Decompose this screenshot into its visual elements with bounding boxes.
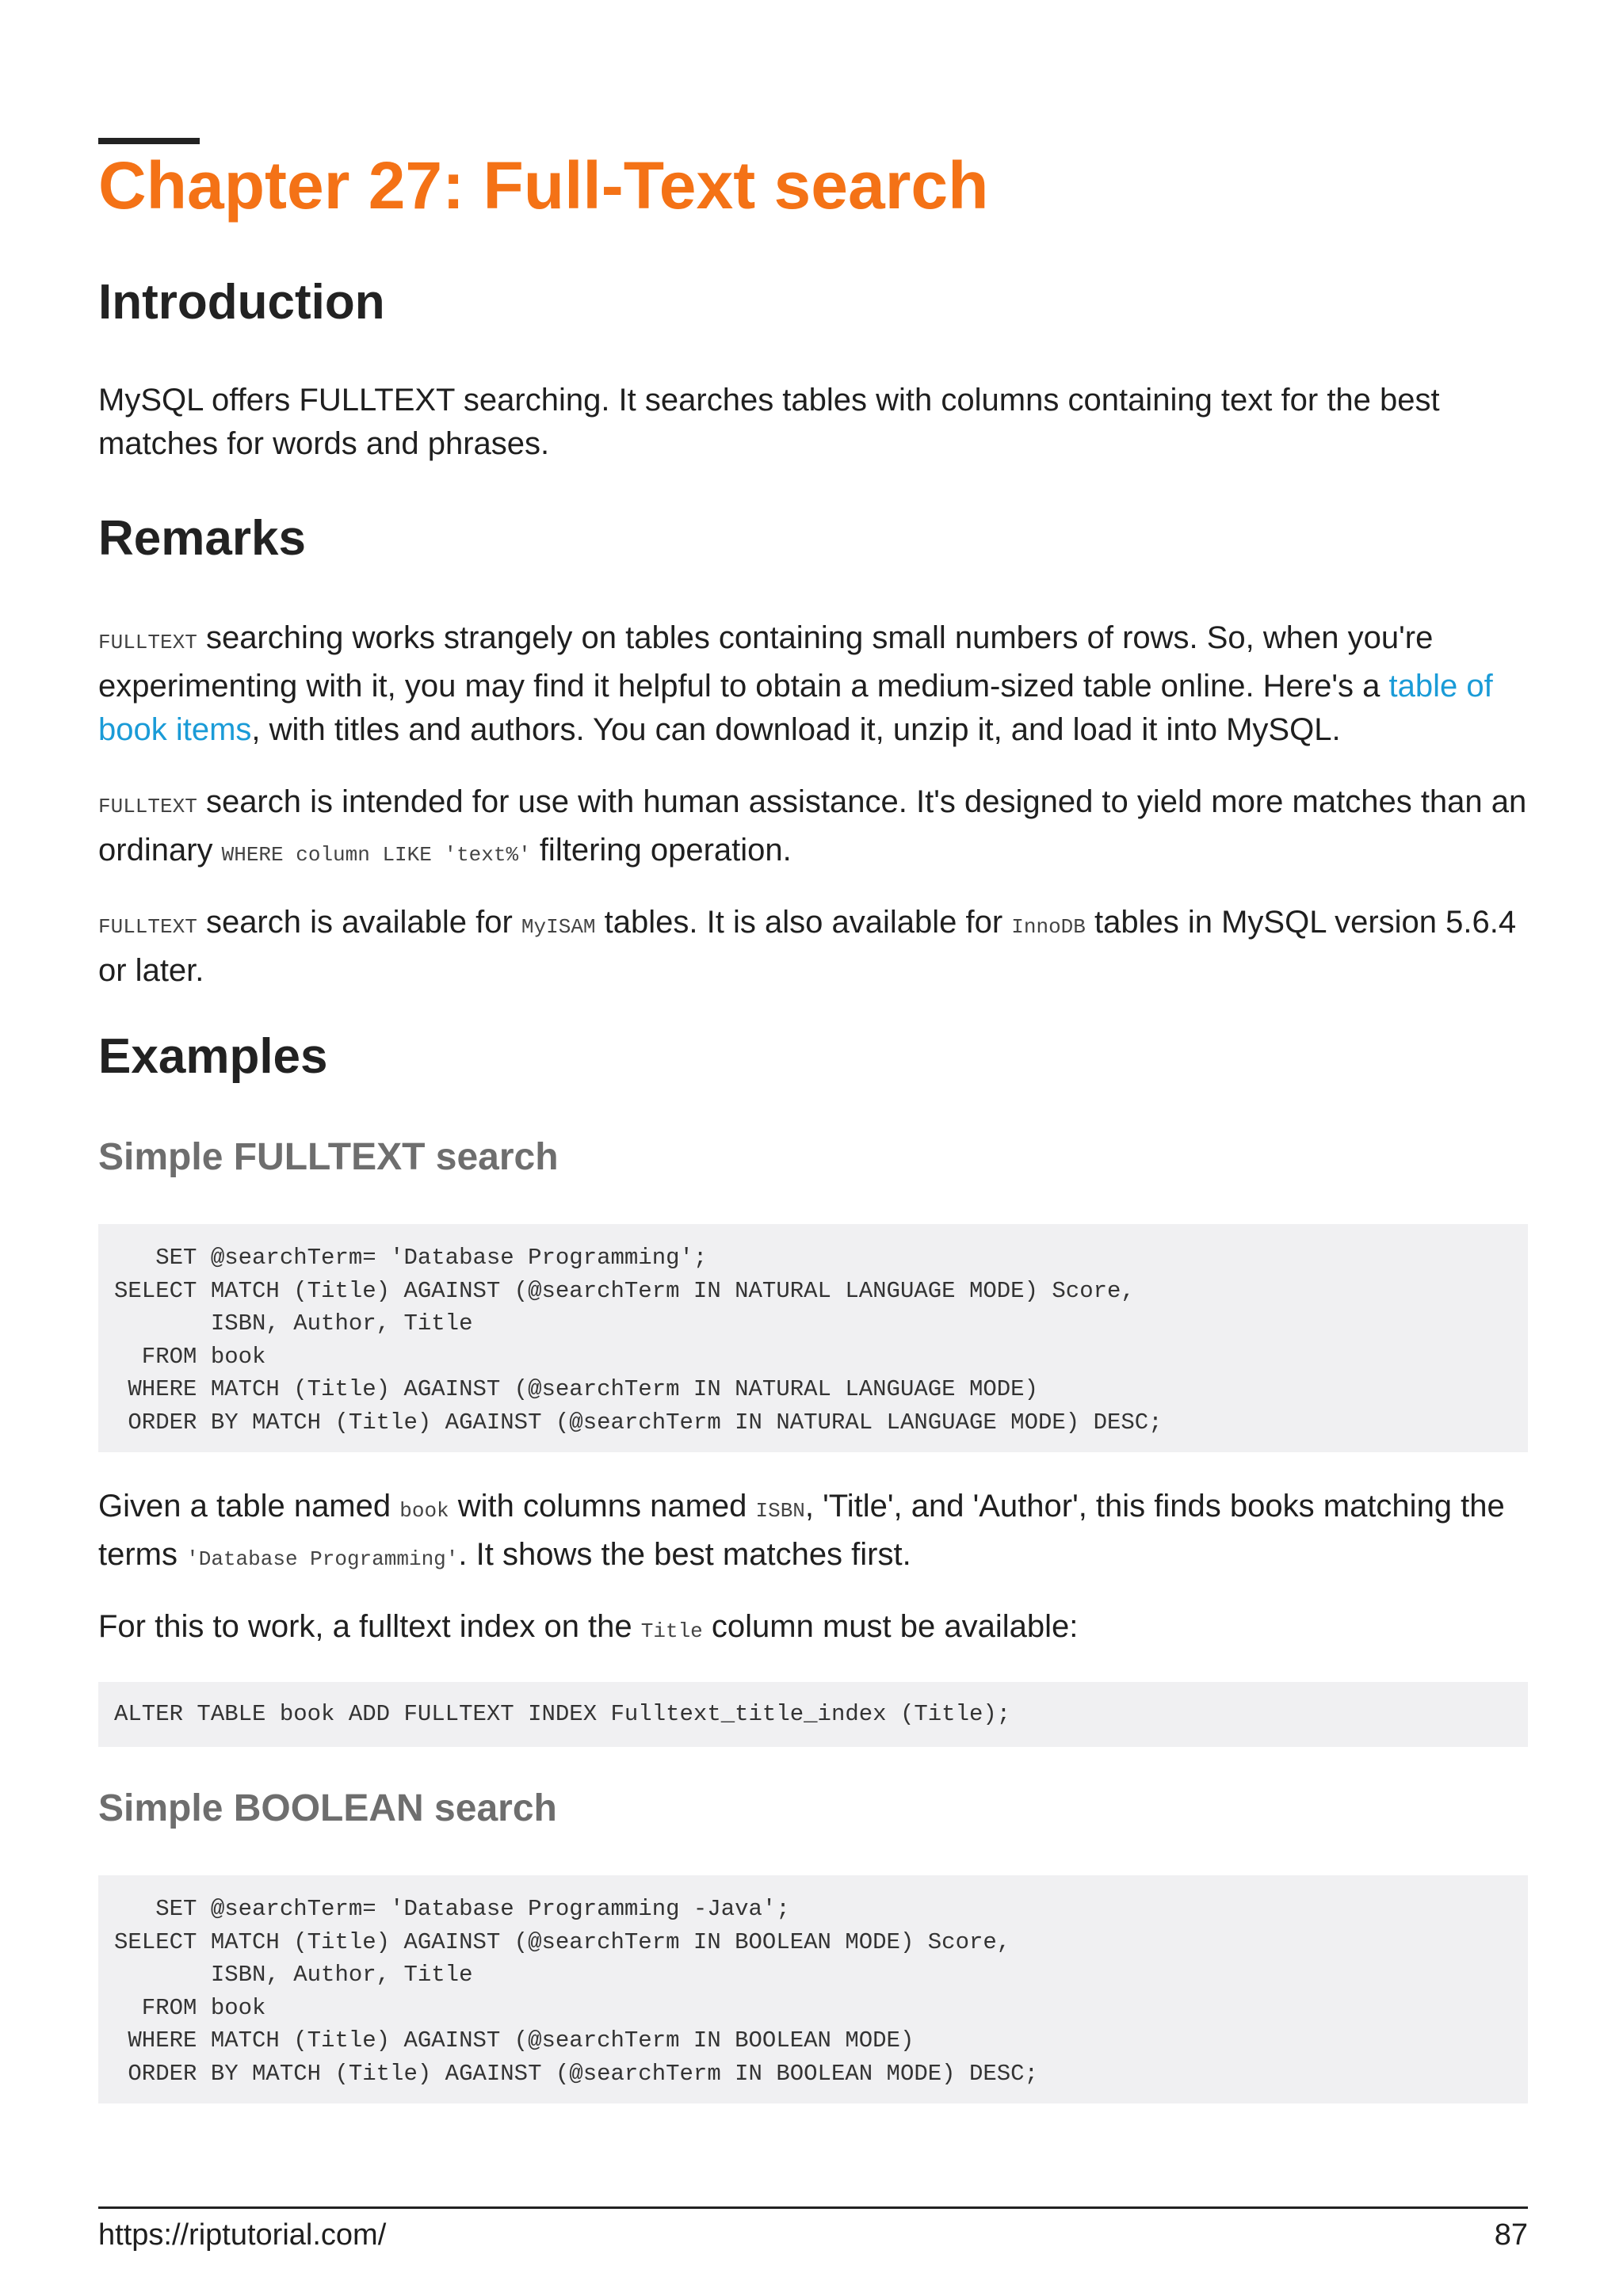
remarks-heading: Remarks bbox=[98, 511, 306, 566]
inline-code: MyISAM bbox=[521, 915, 596, 939]
inline-code: 'Database Programming' bbox=[186, 1547, 459, 1571]
introduction-heading: Introduction bbox=[98, 275, 385, 330]
chapter-title: Chapter 27: Full-Text search bbox=[98, 148, 989, 223]
text-span: . It shows the best matches first. bbox=[458, 1537, 911, 1572]
text-span: column must be available: bbox=[702, 1609, 1079, 1644]
inline-code: FULLTEXT bbox=[98, 915, 197, 939]
simple-fulltext-heading: Simple FULLTEXT search bbox=[98, 1136, 559, 1178]
introduction-text: MySQL offers FULLTEXT searching. It searches tables with columns containing text for the best matches for words and phrases. bbox=[98, 383, 1440, 461]
text-span: filtering operation. bbox=[530, 833, 792, 868]
fulltext-explanation-2 bbox=[98, 1605, 1528, 1653]
code-text: ALTER TABLE book ADD FULLTEXT INDEX Fulltext_title_index (Title); bbox=[114, 1701, 1011, 1727]
remarks-paragraph-3 bbox=[98, 901, 1528, 993]
fulltext-explanation-1 bbox=[98, 1485, 1528, 1581]
inline-code: FULLTEXT bbox=[98, 631, 197, 654]
remarks-paragraph-1 bbox=[98, 616, 1528, 752]
text-span: For this to work, a fulltext index on the bbox=[98, 1609, 641, 1644]
text-span: searching works strangely on tables containing small numbers of rows. So, when you're experimenting with it, you may find it helpful to obtain a medium-sized table online. Here's a bbox=[98, 620, 1434, 704]
code-block-alter-table[interactable] bbox=[98, 1682, 1528, 1747]
text-span: search is intended for use with human assistance. It's designed to yield more matches than an ordinary bbox=[98, 784, 1527, 868]
inline-code: InnoDB bbox=[1011, 915, 1086, 939]
footer-url-link[interactable]: https://riptutorial.com/ bbox=[98, 2218, 387, 2252]
chapter-rule bbox=[98, 138, 200, 144]
text-span: Given a table named bbox=[98, 1489, 400, 1524]
remarks-paragraph-2 bbox=[98, 780, 1528, 877]
simple-boolean-heading: Simple BOOLEAN search bbox=[98, 1787, 557, 1829]
text-span: tables. It is also available for bbox=[595, 905, 1012, 940]
inline-code: book bbox=[399, 1499, 449, 1523]
inline-code: FULLTEXT bbox=[98, 795, 197, 818]
inline-code: Title bbox=[640, 1619, 703, 1643]
code-block-fulltext[interactable] bbox=[98, 1224, 1528, 1452]
text-span: , with titles and authors. You can download it, unzip it, and load it into MySQL. bbox=[251, 712, 1341, 747]
code-block-boolean[interactable] bbox=[98, 1875, 1528, 2103]
code-text: SET @searchTerm= 'Database Programming -Java'; SELECT MATCH (Title) AGAINST (@searchTerm IN BOOLEAN MODE) Score, ISBN, Author, Title FROM book WHERE MATCH (Title) AGAINST (@searchTerm IN BOOLEAN MODE) ORDER BY MATCH (Title) AGAINST (@searchTerm IN BOOLEAN MODE) DESC; bbox=[114, 1896, 1038, 2087]
page-number: 87 bbox=[1494, 2218, 1528, 2252]
book-items-link[interactable]: table of book items bbox=[98, 669, 1493, 747]
footer-rule bbox=[98, 2206, 1528, 2209]
examples-heading: Examples bbox=[98, 1029, 328, 1084]
inline-code: WHERE column LIKE 'text%' bbox=[221, 843, 531, 867]
text-span: search is available for bbox=[197, 905, 521, 940]
text-span: , 'Title', and 'Author', this finds books matching the terms bbox=[98, 1489, 1505, 1572]
text-span: with columns named bbox=[449, 1489, 756, 1524]
text-span: tables in MySQL version 5.6.4 or later. bbox=[98, 905, 1517, 988]
code-text: SET @searchTerm= 'Database Programming'; SELECT MATCH (Title) AGAINST (@searchTerm IN NATURAL LANGUAGE MODE) Score, ISBN, Author, Title FROM book WHERE MATCH (Title) AGAINST (@searchTerm IN NATURAL LANGUAGE MODE) ORDER BY MATCH (Title) AGAINST (@searchTerm IN NATURAL LANGUAGE MODE) DESC; bbox=[114, 1245, 1163, 1436]
inline-code: ISBN bbox=[755, 1499, 805, 1523]
